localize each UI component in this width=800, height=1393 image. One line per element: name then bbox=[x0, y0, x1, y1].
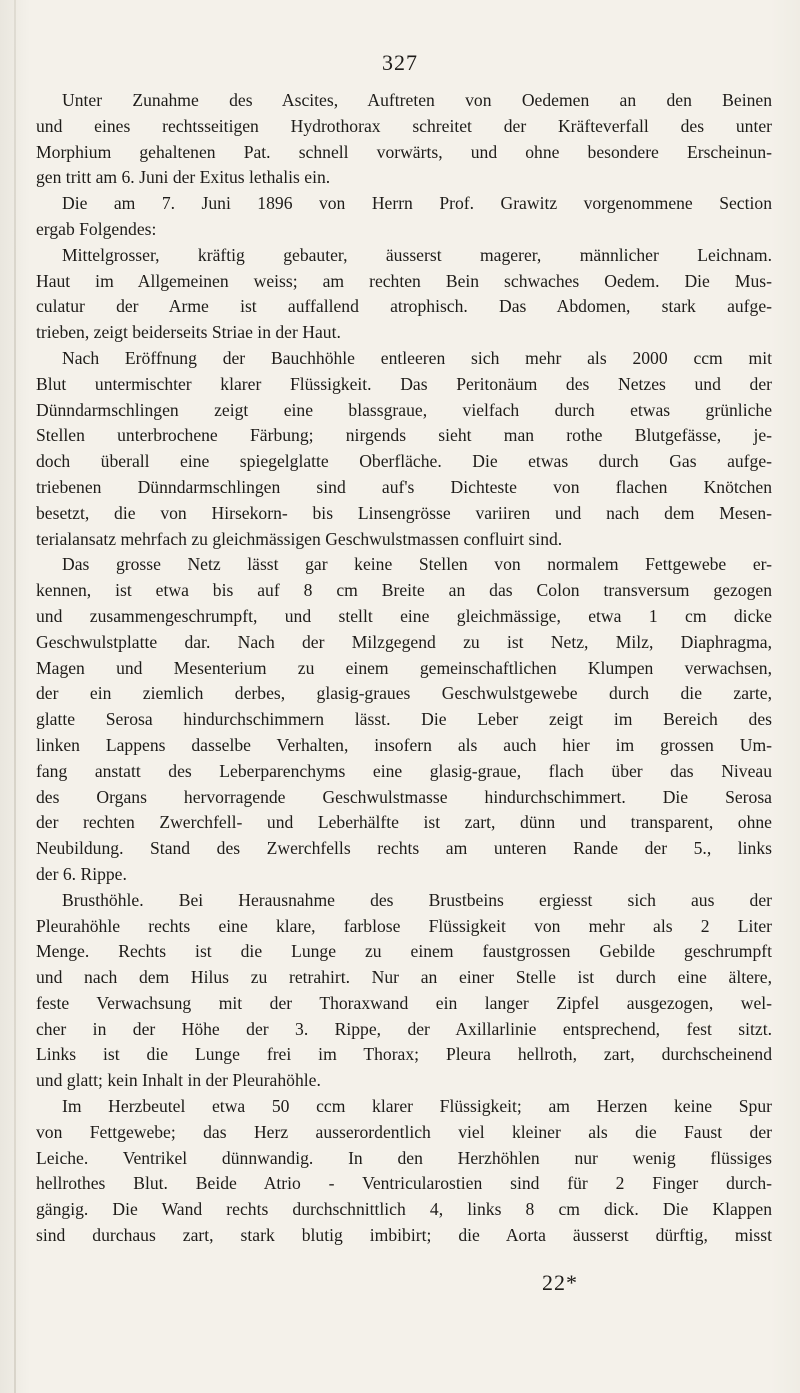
text-line: feste Verwachsung mit der Thoraxwand ein langer Zipfel ausgezogen, wel- bbox=[36, 992, 772, 1013]
text-line: fang anstatt des Leberparenchyms eine glasig-graue, flach über das Niveau bbox=[36, 760, 772, 781]
text-line: Die am 7. Juni 1896 von Herrn Prof. Grawitz vorgenommene Section bbox=[62, 193, 772, 214]
text-line: Pleurahöhle rechts eine klare, farblose Flüssigkeit von mehr als 2 Liter bbox=[36, 915, 772, 936]
text-line: der rechten Zwerchfell- und Leberhälfte ist zart, dünn und transparent, ohne bbox=[36, 812, 772, 833]
text-line: des Organs hervorragende Geschwulstmasse hindurchschimmert. Die Serosa bbox=[36, 786, 772, 807]
text-line: Brusthöhle. Bei Herausnahme des Brustbeins ergiesst sich aus der bbox=[62, 889, 772, 910]
text-line: Blut untermischter klarer Flüssigkeit. Das Peritonäum des Netzes und der bbox=[36, 373, 772, 394]
text-line: Leiche. Ventrikel dünnwandig. In den Herzhöhlen nur wenig flüssiges bbox=[36, 1147, 772, 1168]
text-line: und nach dem Hilus zu retrahirt. Nur an einer Stelle ist durch eine ältere, bbox=[36, 967, 772, 988]
text-line: der 6. Rippe. bbox=[36, 863, 127, 884]
text-line: doch überall eine spiegelglatte Oberfläche. Die etwas durch Gas aufge- bbox=[36, 451, 772, 472]
text-line: Mittelgrosser, kräftig gebauter, äusserst magerer, männlicher Leichnam. bbox=[62, 244, 772, 265]
text-line: terialansatz mehrfach zu gleichmässigen Geschwulstmassen confluirt sind. bbox=[36, 528, 563, 549]
text-line: und glatt; kein Inhalt in der Pleurahöhle. bbox=[36, 1070, 321, 1091]
text-line: Links ist die Lunge frei im Thorax; Pleura hellroth, zart, durchscheinend bbox=[36, 1044, 772, 1065]
text-line: hellrothes Blut. Beide Atrio - Ventricularostien sind für 2 Finger durch- bbox=[36, 1173, 772, 1194]
text-line: Dünndarmschlingen zeigt eine blassgraue, vielfach durch etwas grünliche bbox=[36, 399, 772, 420]
text-line: Neubildung. Stand des Zwerchfells rechts am unteren Rande der 5., links bbox=[36, 838, 772, 859]
text-line: triebenen Dünndarmschlingen sind auf's Dichteste von flachen Knötchen bbox=[36, 476, 772, 497]
text-line: Unter Zunahme des Ascites, Auftreten von Oedemen an den Beinen bbox=[62, 90, 772, 110]
text-line: culatur der Arme ist auffallend atrophisch. Das Abdomen, stark aufge- bbox=[36, 296, 772, 317]
text-line: kennen, ist etwa bis auf 8 cm Breite an das Colon transversum gezogen bbox=[36, 580, 772, 601]
text-line: Menge. Rechts ist die Lunge zu einem faustgrossen Gebilde geschrumpft bbox=[36, 941, 772, 962]
text-line: gängig. Die Wand rechts durchschnittlich 4, links 8 cm dick. Die Klappen bbox=[36, 1199, 772, 1220]
text-line: Stellen unterbrochene Färbung; nirgends sieht man rothe Blutgefässe, je- bbox=[36, 425, 772, 446]
text-line: Haut im Allgemeinen weiss; am rechten Bein schwaches Oedem. Die Mus- bbox=[36, 270, 772, 291]
signature-mark: 22* bbox=[542, 1270, 578, 1295]
text-line: besetzt, die von Hirsekorn- bis Linsengrösse variiren und nach dem Mesen- bbox=[36, 502, 772, 523]
text-line: Magen und Mesenterium zu einem gemeinschaftlichen Klumpen verwachsen, bbox=[36, 657, 772, 678]
text-line: und eines rechtsseitigen Hydrothorax schreitet der Kräfteverfall des unter bbox=[36, 115, 772, 136]
text-line: von Fettgewebe; das Herz ausserordentlich viel kleiner als die Faust der bbox=[36, 1121, 772, 1142]
text-line: Im Herzbeutel etwa 50 ccm klarer Flüssigkeit; am Herzen keine Spur bbox=[62, 1096, 772, 1117]
text-line: gen tritt am 6. Juni der Exitus lethalis ein. bbox=[36, 167, 331, 188]
text-line: linken Lappens dasselbe Verhalten, insofern als auch hier im grossen Um- bbox=[36, 734, 772, 755]
text-line: Geschwulstplatte dar. Nach der Milzgegend zu ist Netz, Milz, Diaphragma, bbox=[36, 631, 772, 652]
text-line: ergab Folgendes: bbox=[36, 218, 157, 239]
text-line: trieben, zeigt beiderseits Striae in der Haut. bbox=[36, 322, 341, 343]
text-line: und zusammengeschrumpft, und stellt eine gleichmässige, etwa 1 cm dicke bbox=[36, 605, 772, 626]
binding-gutter bbox=[14, 0, 16, 1393]
text-line: Morphium gehaltenen Pat. schnell vorwärts, und ohne besondere Erscheinun- bbox=[36, 141, 772, 162]
text-line: Das grosse Netz lässt gar keine Stellen von normalem Fettgewebe er- bbox=[62, 554, 772, 575]
text-line: cher in der Höhe der 3. Rippe, der Axillarlinie entsprechend, fest sitzt. bbox=[36, 1018, 772, 1039]
text-line: der ein ziemlich derbes, glasig-graues Geschwulstgewebe durch die zarte, bbox=[36, 683, 772, 704]
text-line: sind durchaus zart, stark blutig imbibirt; die Aorta äusserst dürftig, misst bbox=[36, 1225, 772, 1246]
text-line: Nach Eröffnung der Bauchhöhle entleeren sich mehr als 2000 ccm mit bbox=[62, 347, 772, 368]
text-line: glatte Serosa hindurchschimmern lässt. Die Leber zeigt im Bereich des bbox=[36, 709, 772, 730]
page-number: 327 bbox=[382, 50, 418, 75]
body-text bbox=[36, 88, 772, 1249]
